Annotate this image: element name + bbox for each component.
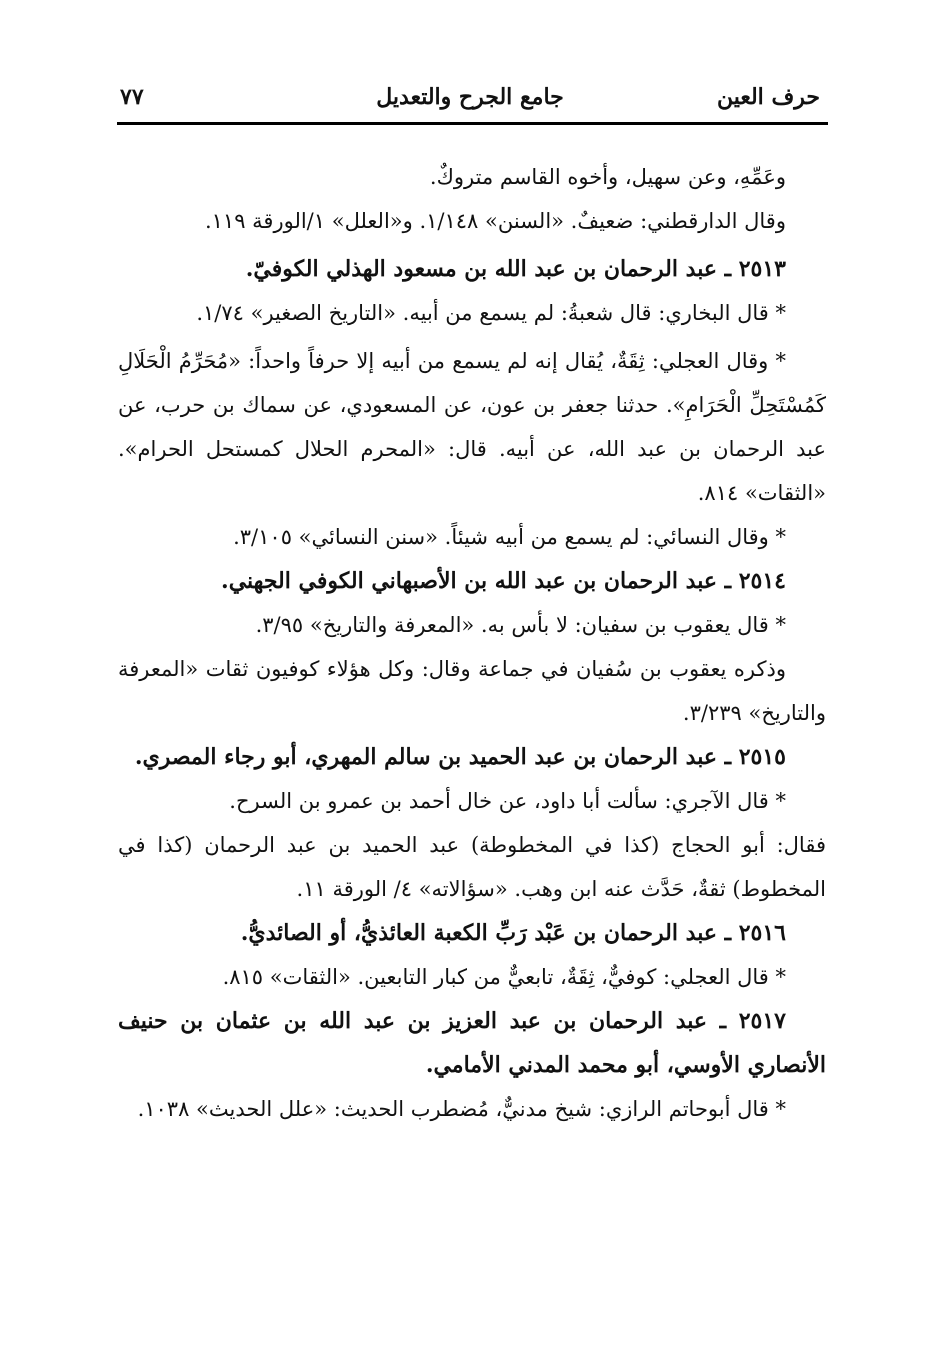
paragraph: وقال الدارقطني: ضعيفٌ. «السنن» ١/١٤٨. و«العلل» ١/الورقة ١١٩. bbox=[204, 209, 786, 233]
paragraph: * قال العجلي: كوفيٌّ، ثِقَةٌ، تابعيٌّ من كبار التابعين. «الثقات» ٨١٥. bbox=[222, 965, 786, 989]
paragraph: * قال البخاري: قال شعبةُ: لم يسمع من أبيه. «التاريخ الصغير» ١/٧٤. bbox=[196, 301, 786, 325]
paragraph: وذكره يعقوب بن سُفيان في جماعة وقال: وكل هؤلاء كوفيون ثقات «المعرفة والتاريخ» ٣/٢٣٩. bbox=[118, 657, 826, 725]
entry-heading: ٢٥١٧ ـ عبد الرحمان بن عبد العزيز بن عبد الله بن عثمان بن حنيف الأنصاري الأوسي، أبو محمد المدني الأمامي. bbox=[118, 1008, 826, 1078]
paragraph: * وقال العجلي: ثِقَةٌ، يُقال إنه لم يسمع من أبيه إلا حرفاً واحداً: «مُحَرِّمُ الْحَلَالِ كَمُسْتَحِلِّ الْحَرَامِ». حدثنا جعفر بن عون، عن المسعودي، عن سماك بن حرب، عن عبد الرحمان بن عبد الله، عن أبيه. قال: «المحرم الحلال كمستحل الحرام». «الثقات» ٨١٤. bbox=[118, 349, 826, 505]
paragraph: * وقال النسائي: لم يسمع من أبيه شيئاً. «سنن النسائي» ٣/١٠٥. bbox=[233, 525, 786, 549]
page-body bbox=[118, 155, 826, 1131]
entry-heading: ٢٥١٥ ـ عبد الرحمان بن عبد الحميد بن سالم المهري، أبو رجاء المصري. bbox=[134, 744, 786, 770]
paragraph: فقال: أبو الحجاج (كذا في المخطوطة) عبد الحميد بن عبد الرحمان (كذا في المخطوط) ثقةٌ، حَدَّث عنه ابن وهب. «سؤالاته» ٤/ الورقة ١١. bbox=[118, 833, 826, 901]
page-number: ٧٧ bbox=[120, 84, 144, 110]
header-section-title: حرف العين bbox=[716, 84, 820, 110]
page-header bbox=[120, 72, 820, 122]
paragraph: * قال الآجري: سألت أبا داود، عن خال أحمد بن عمرو بن السرح. bbox=[229, 789, 786, 813]
header-book-title: جامع الجرح والتعديل bbox=[376, 84, 564, 110]
paragraph: * قال يعقوب بن سفيان: لا بأس به. «المعرفة والتاريخ» ٣/٩٥. bbox=[255, 613, 786, 637]
header-rule bbox=[117, 122, 828, 125]
entry-heading: ٢٥١٣ ـ عبد الرحمان بن عبد الله بن مسعود الهذلي الكوفيّ. bbox=[245, 256, 786, 282]
entry-heading: ٢٥١٦ ـ عبد الرحمان بن عَبْد رَبِّ الكعبة العائذيُّ، أو الصائديُّ. bbox=[240, 920, 786, 946]
entry-heading: ٢٥١٤ ـ عبد الرحمان بن عبد الله بن الأصبهاني الكوفي الجهني. bbox=[221, 568, 786, 594]
paragraph: وعَمِّهِ، وعن سهيل، وأخوه القاسم متروكٌ. bbox=[429, 165, 786, 189]
paragraph: * قال أبوحاتم الرازي: شيخ مدنيٌّ، مُضطرب الحديث: «علل الحديث» ١٠٣٨. bbox=[137, 1097, 786, 1121]
